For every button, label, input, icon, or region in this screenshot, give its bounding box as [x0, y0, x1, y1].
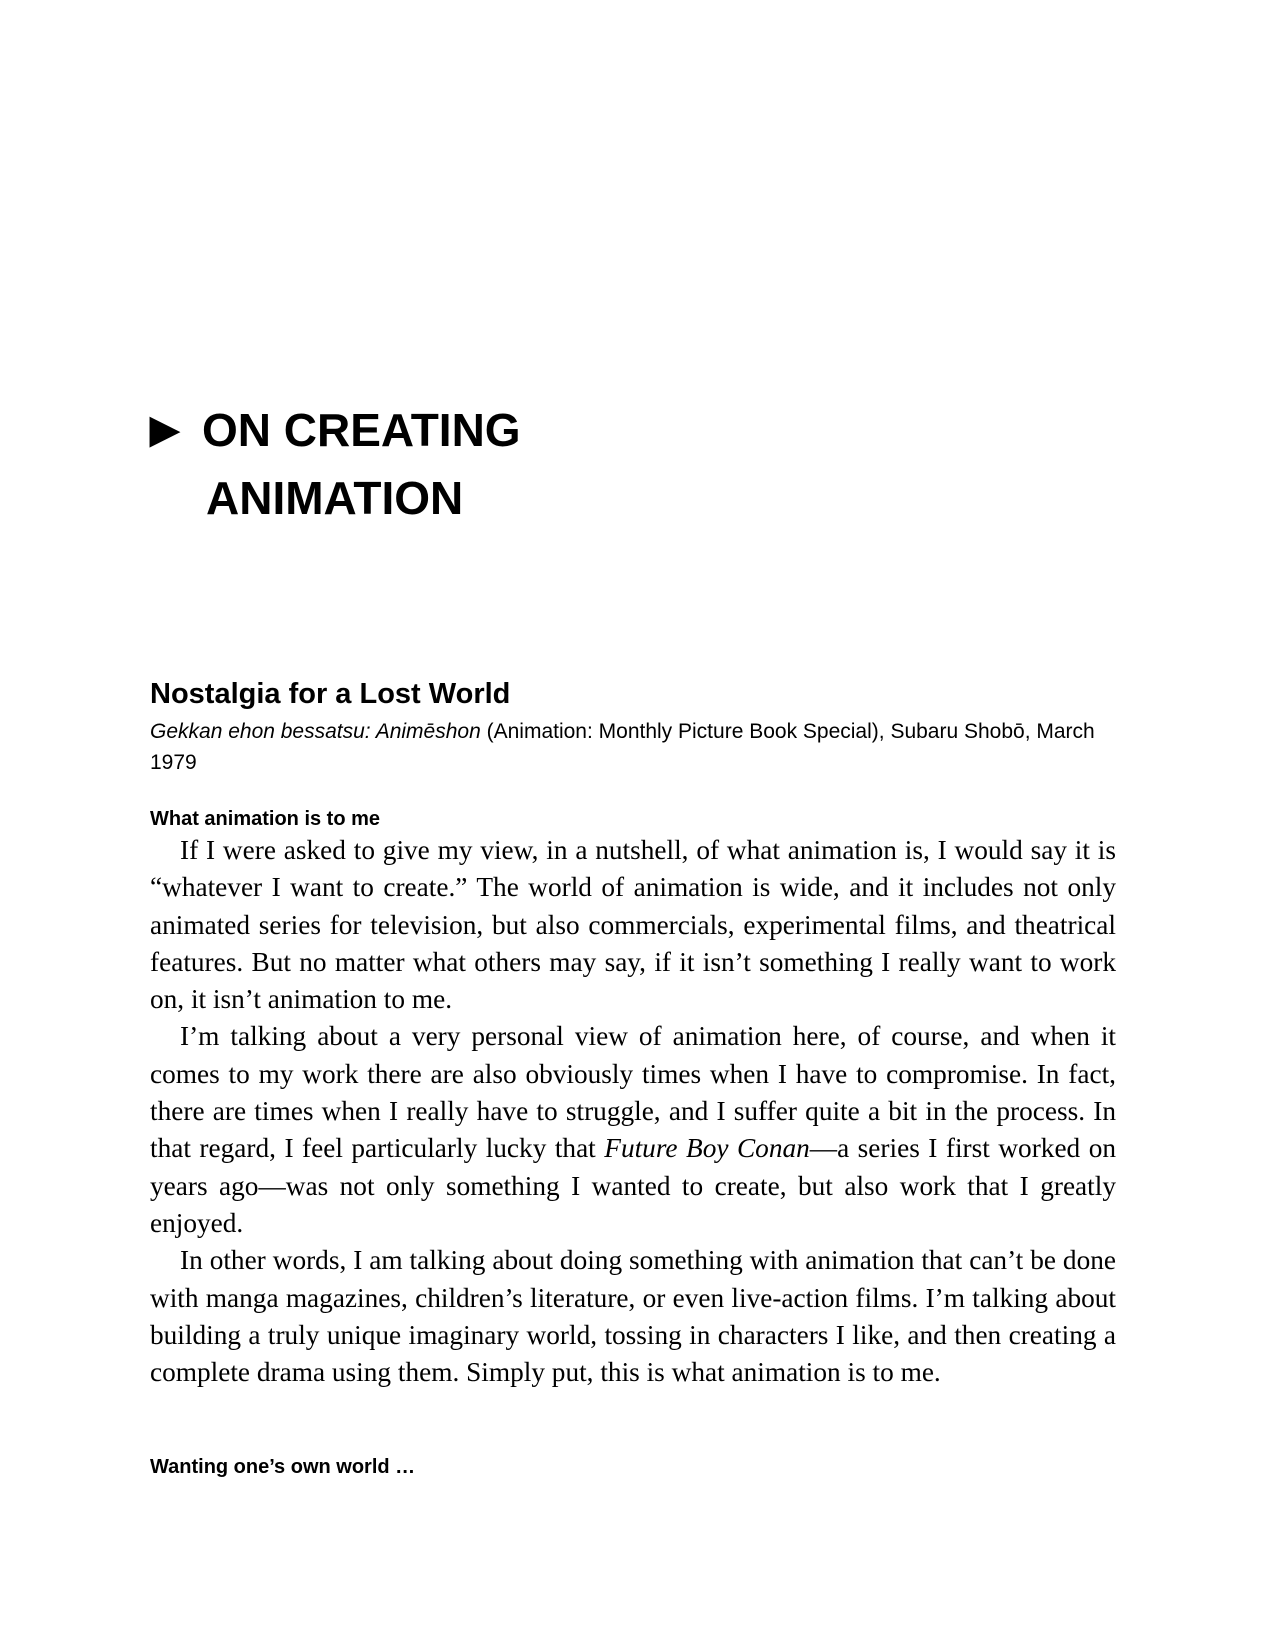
section-heading-what-animation-is: What animation is to me [150, 808, 381, 830]
source-publication-title: Gekkan ehon bessatsu: Animēshon [150, 720, 481, 743]
chapter-title-line-1: ON CREATING [202, 404, 521, 456]
section-heading-wanting-own-world: Wanting one’s own world … [150, 1456, 416, 1478]
chapter-title [150, 396, 521, 532]
paragraph-2-before: I’m talking about a very personal view of animation here, of course, and when it comes to my work there are also obviously times when I have to compromise. In fact, there are times when I really have to struggle, and I suffer quite a bit in the process. In that regard, I feel particularly lucky that [150, 1021, 1116, 1164]
source-publication-details: (Animation: Monthly Picture Book Special), Subaru Shobō, March 1979 [150, 720, 1095, 774]
section-body [150, 832, 1116, 1391]
chapter-title-row-1 [150, 396, 521, 464]
chapter-title-line-2: ANIMATION [206, 472, 464, 524]
paragraph-2-after: —a series I first worked on years ago—was not only something I wanted to create, but also work that I greatly enjoyed. [150, 1133, 1116, 1238]
work-title-future-boy-conan: Future Boy Conan [604, 1133, 810, 1164]
paragraph-3: In other words, I am talking about doing something with animation that can’t be done with manga magazines, children’s literature, or even live-action films. I’m talking about building a truly unique imaginary world, tossing in characters I like, and then creating a complete drama using them. Simply put, this is what animation is to me. [150, 1245, 1116, 1388]
chapter-title-row-2 [150, 464, 521, 532]
source-citation [150, 716, 1140, 778]
play-arrow-icon: ▶ [150, 409, 180, 451]
paragraph-1: If I were asked to give my view, in a nutshell, of what animation is, I would say it is “whatever I want to create.” The world of animation is wide, and it includes not only animated series for television, but also commercials, experimental films, and theatrical features. But no matter what others may say, if it isn’t something I really want to work on, it isn’t animation to me. [150, 835, 1116, 1015]
paragraph-2 [150, 1018, 1116, 1242]
essay-title: Nostalgia for a Lost World [150, 678, 511, 710]
